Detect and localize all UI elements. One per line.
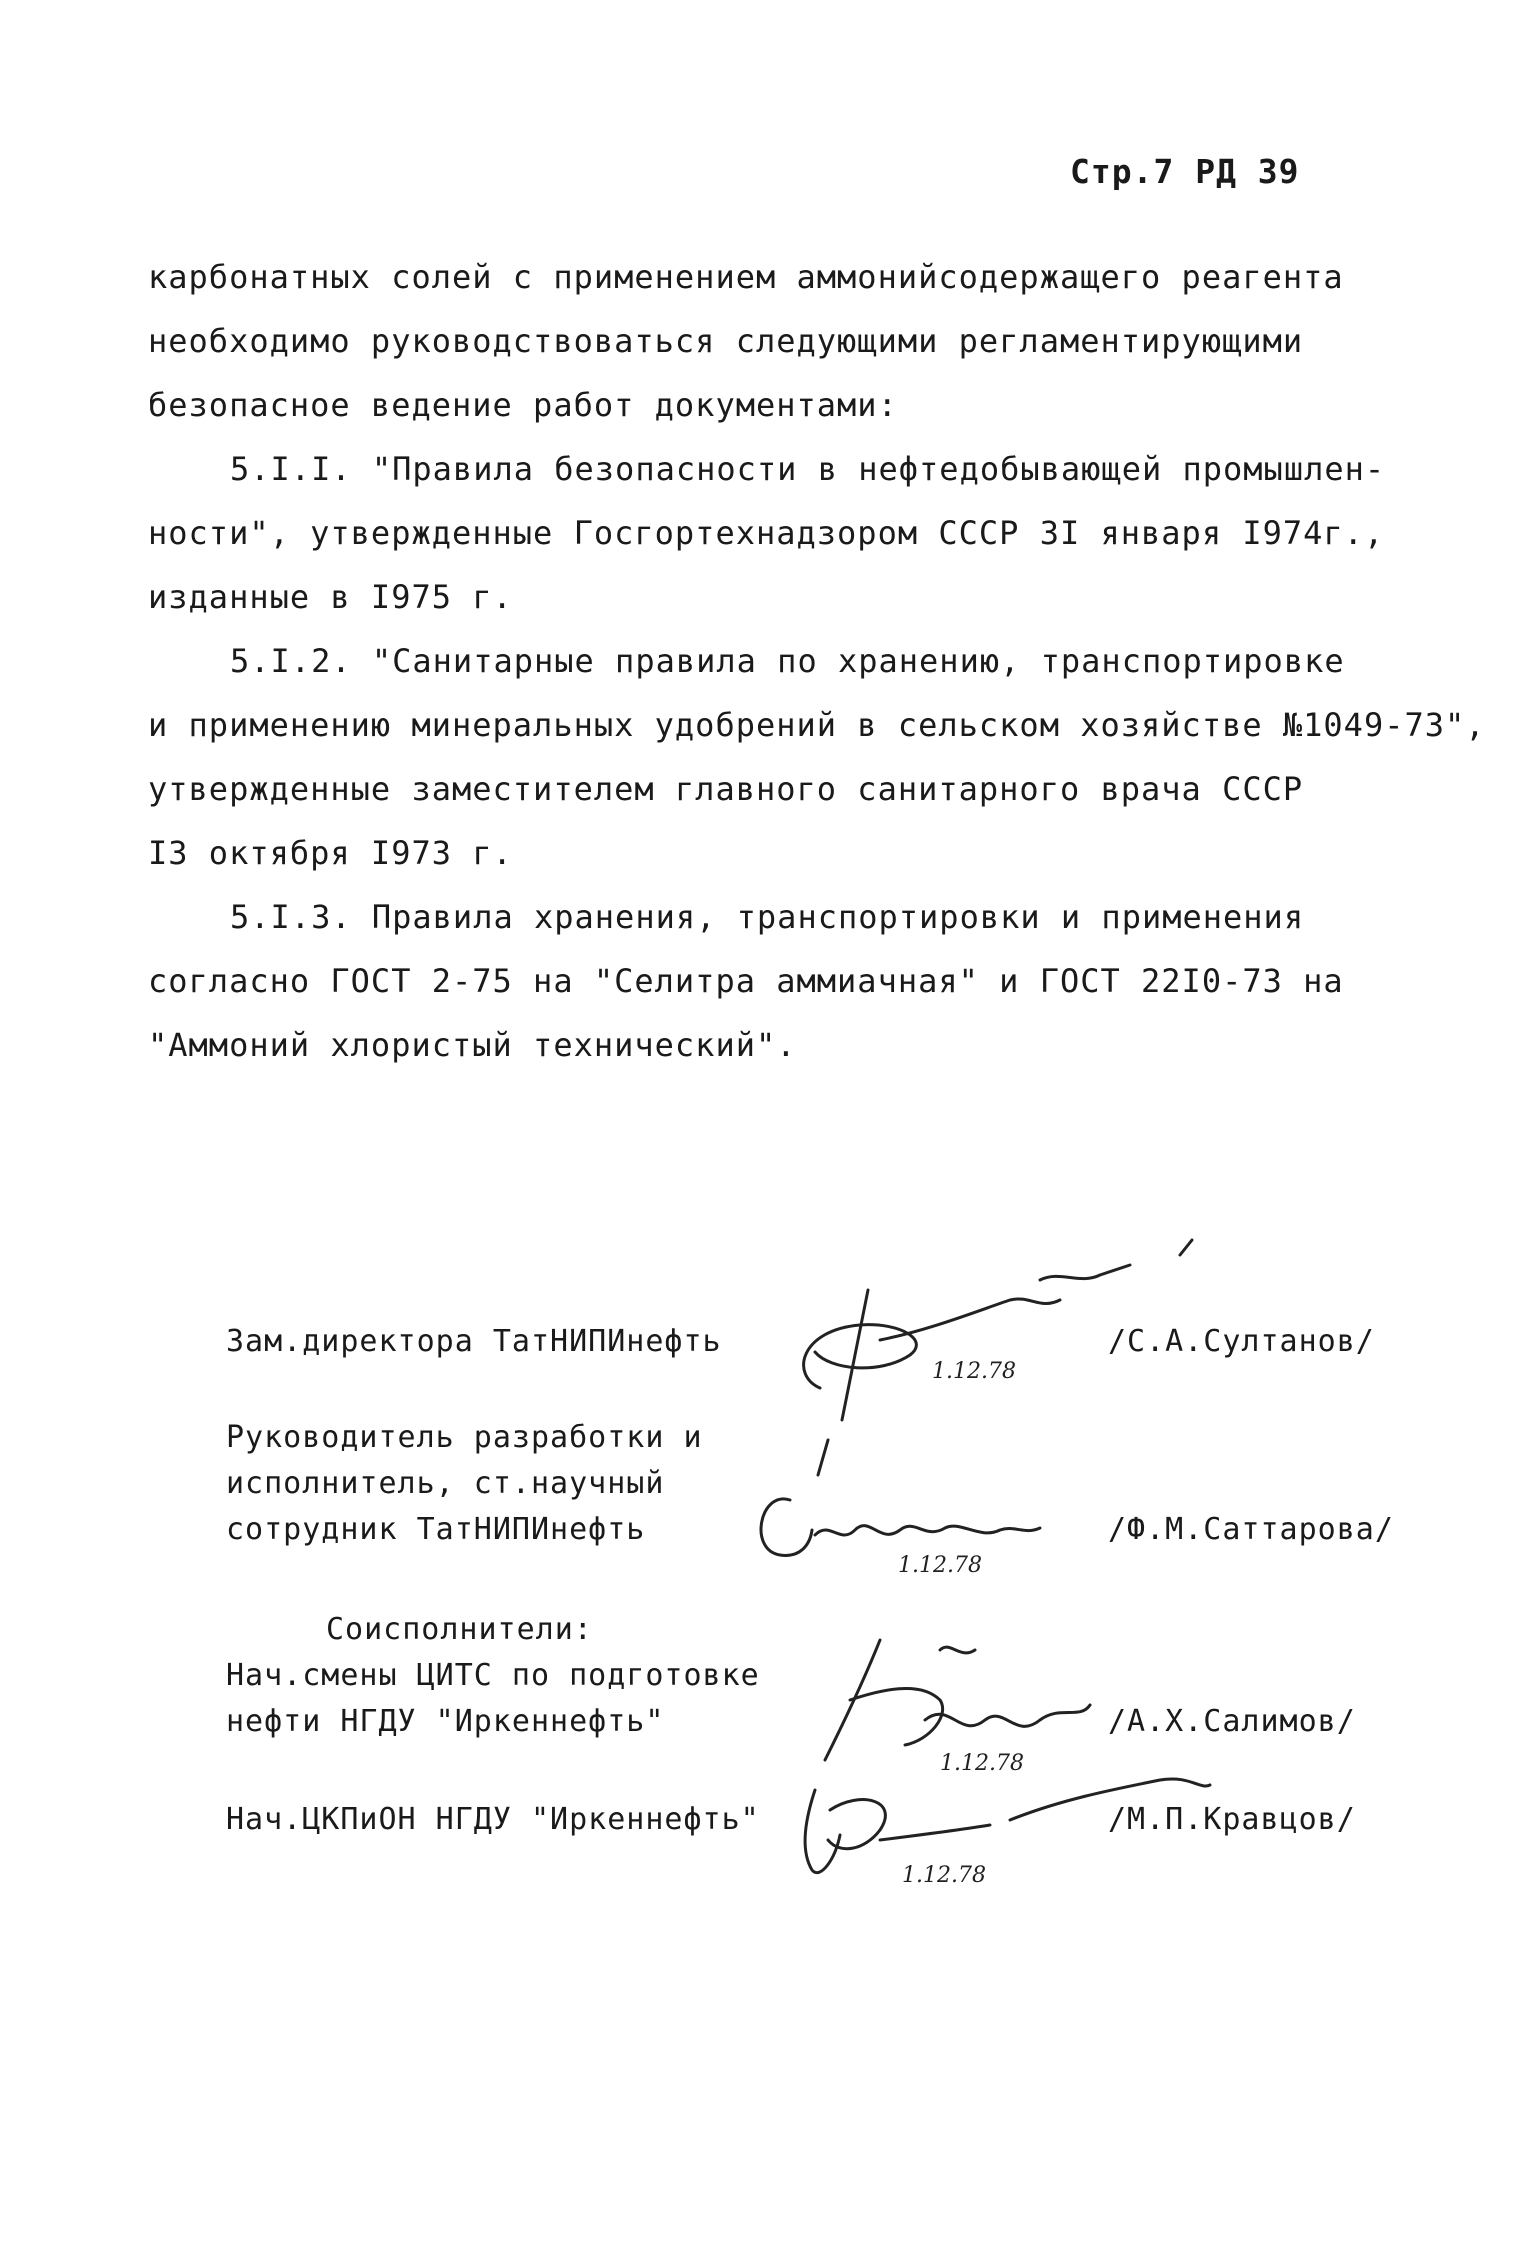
coexecutors-heading: Соисполнители:: [326, 1612, 593, 1647]
lead-title-line: Руководитель разработки и: [226, 1420, 703, 1455]
intro-line: карбонатных солей с применением аммонийсодержащего реагента: [148, 258, 1344, 296]
item-5-1-1-line: изданные в I975 г.: [148, 578, 513, 616]
item-5-1-3-line: "Аммоний хлористый технический".: [148, 1026, 797, 1064]
page-reference: Стр.7 РД 39: [1070, 152, 1300, 191]
item-5-1-1-line: ности", утвержденные Госгортехнадзором СССР 3I января I974г.,: [148, 514, 1385, 552]
date-sattarova: 1.12.78: [898, 1553, 982, 1578]
item-5-1-2-line: и применению минеральных удобрений в сельском хозяйстве №1049-73",: [148, 706, 1486, 744]
intro-line: безопасное ведение работ документами:: [148, 386, 898, 424]
date-sultanov: 1.12.78: [932, 1359, 1016, 1384]
ckpion-head-name: /М.П.Кравцов/: [1108, 1802, 1356, 1837]
shift-head-title-line: нефти НГДУ "Иркеннефть": [226, 1704, 665, 1739]
item-5-1-1-line: 5.I.I. "Правила безопасности в нефтедобывающей промышлен-: [230, 450, 1386, 488]
item-5-1-2-line: I3 октября I973 г.: [148, 834, 513, 872]
item-5-1-3-line: согласно ГОСТ 2-75 на "Селитра аммиачная" и ГОСТ 22I0-73 на: [148, 962, 1344, 1000]
lead-title-line: исполнитель, ст.научный: [226, 1466, 665, 1501]
item-5-1-2-line: утвержденные заместителем главного санитарного врача СССР: [148, 770, 1304, 808]
ckpion-head-title: Нач.ЦКПиОН НГДУ "Иркеннефть": [226, 1802, 760, 1837]
lead-name: /Ф.М.Саттарова/: [1108, 1512, 1394, 1547]
deputy-director-name: /С.А.Султанов/: [1108, 1324, 1375, 1359]
shift-head-title-line: Нач.смены ЦИТС по подготовке: [226, 1658, 760, 1693]
item-5-1-2-line: 5.I.2. "Санитарные правила по хранению, транспортировке: [230, 642, 1345, 680]
date-salimov: 1.12.78: [940, 1751, 1024, 1776]
intro-line: необходимо руководствоваться следующими регламентирующими: [148, 322, 1304, 360]
lead-title-line: сотрудник ТатНИПИнефть: [226, 1512, 646, 1547]
date-kravtsov: 1.12.78: [902, 1863, 986, 1888]
item-5-1-3-line: 5.I.3. Правила хранения, транспортировки и применения: [230, 898, 1305, 936]
deputy-director-title: Зам.директора ТатНИПИнефть: [226, 1324, 722, 1359]
shift-head-name: /А.Х.Салимов/: [1108, 1704, 1356, 1739]
